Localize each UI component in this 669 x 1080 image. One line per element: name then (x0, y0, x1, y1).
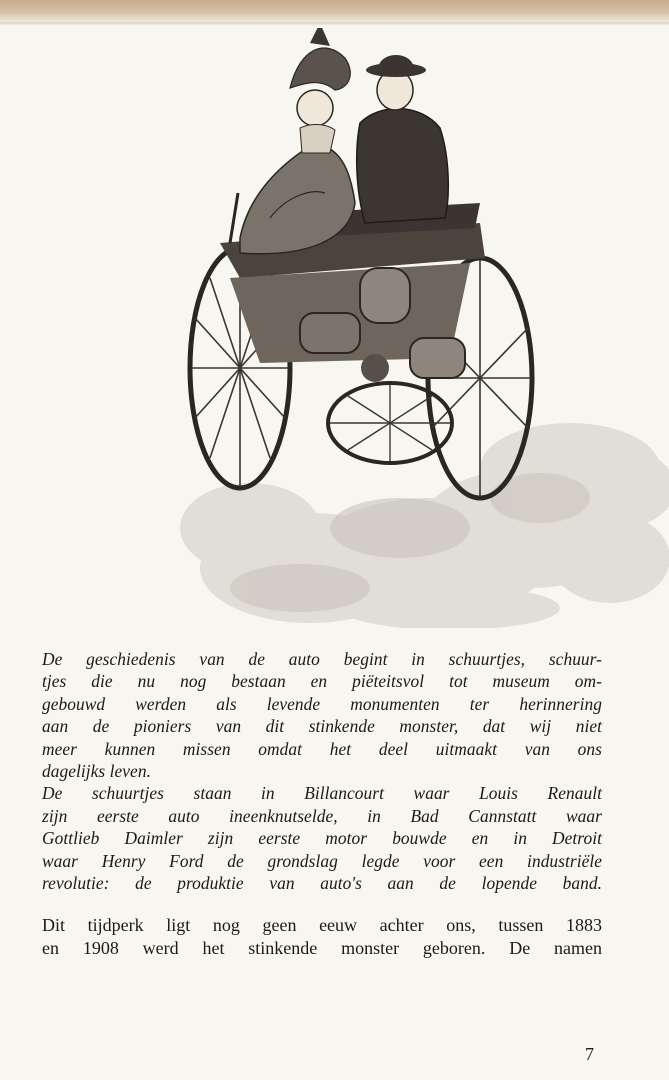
paragraph-intro (42, 648, 602, 782)
text-line: De geschiedenis van de auto begint in schuurtjes, schuur- (42, 649, 602, 669)
text-line: waar Henry Ford de grondslag legde voor een industriële (42, 850, 602, 871)
page-top-edge (0, 0, 669, 22)
text-line: Gottlieb Daimler zijn eerste motor bouwde en in Detroit (42, 828, 602, 849)
body-text (42, 648, 602, 960)
page-number: 7 (585, 1044, 594, 1064)
text-line: aan de pioniers van dit stinkende monster, dat wij niet (42, 716, 602, 737)
text-line: De schuurtjes staan in Billancourt waar Louis Renault (42, 783, 602, 804)
text-line: dagelijks leven. (42, 761, 151, 782)
antique-car-illustration (150, 28, 669, 628)
antique-motor-car-illustration-icon (150, 28, 669, 628)
text-line: revolutie: de produktie van auto's aan de lopende band. (42, 873, 602, 894)
paragraph-sheds (42, 782, 602, 894)
text-line: en 1908 werd het stinkende monster geboren. De namen (42, 938, 602, 959)
text-line: Dit tijdperk ligt nog geen eeuw achter ons, tussen 1883 (42, 915, 602, 936)
text-line: meer kunnen missen omdat het deel uitmaakt van ons (42, 738, 602, 759)
page-shadow (0, 22, 669, 26)
paragraph-era (42, 914, 602, 960)
text-line: gebouwd werden als levende monumenten ter herinnering (42, 693, 602, 714)
text-line: tjes die nu nog bestaan en piëteitsvol tot museum om- (42, 671, 602, 692)
text-line: zijn eerste auto ineenknutselde, in Bad Cannstatt waar (42, 805, 602, 826)
